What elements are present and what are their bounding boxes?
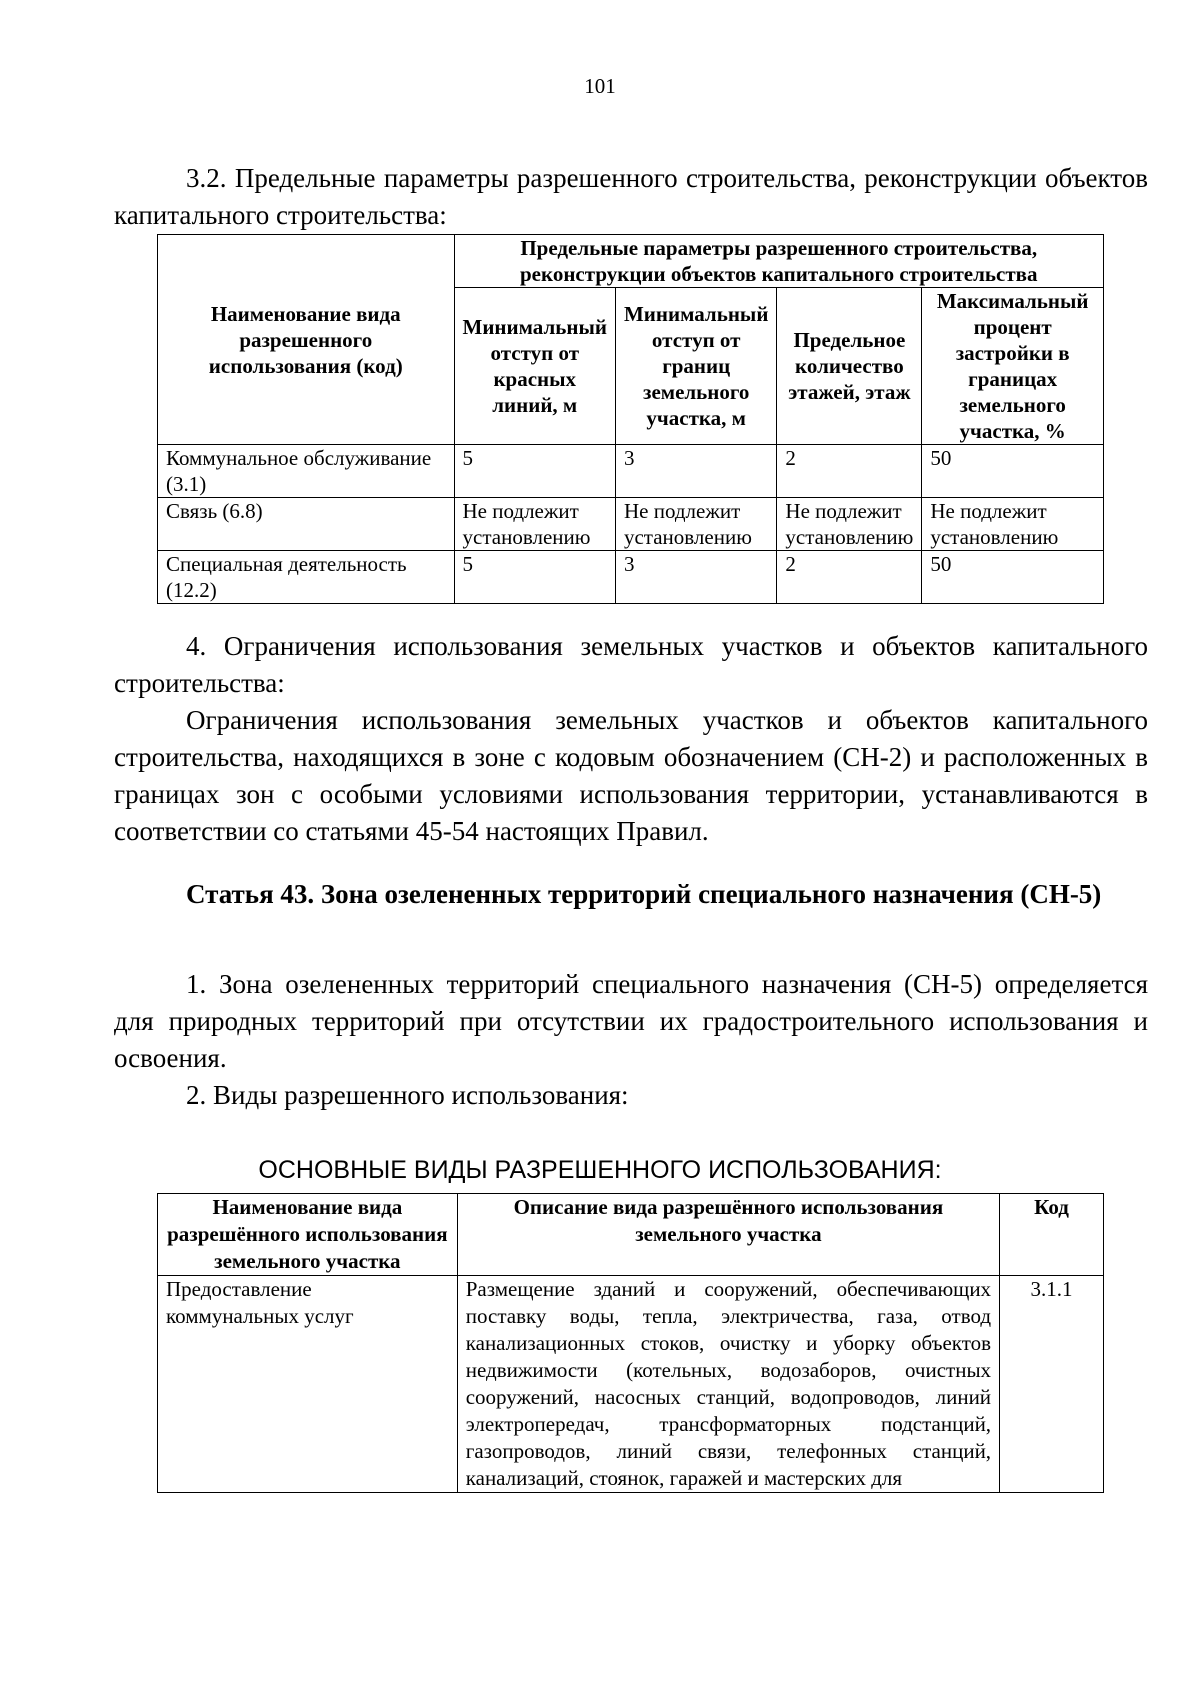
cell-value: 2: [777, 551, 922, 604]
cell-description: Размещение зданий и сооружений, обеспечивающих поставку воды, тепла, электричества, газа, отвод канализационных стоков, очистку и уборку объектов недвижимости (котельных, водозаборов, очистных сооружений, насосных станций, водопроводов, линий электропередач, трансформаторных подстанций, газопроводов, линий связи, телефонных станций, канализаций, стоянок, гаражей и мастерских для: [457, 1276, 999, 1493]
cell-value: 5: [454, 445, 615, 498]
cell-use-name: Предоставление коммунальных услуг: [158, 1276, 458, 1493]
cell-use-name: Коммунальное обслуживание (3.1): [158, 445, 455, 498]
column-header-description: Описание вида разрешённого использования земельного участка: [457, 1194, 999, 1276]
column-header-code: Код: [1000, 1194, 1104, 1276]
section-4-heading: 4. Ограничения использования земельных участков и объектов капитального строительства:: [114, 631, 1148, 698]
cell-value: 3: [615, 551, 776, 604]
article-43-title: Статья 43. Зона озелененных территорий специального назначения (СН-5): [186, 879, 1102, 909]
main-uses-title: ОСНОВНЫЕ ВИДЫ РАЗРЕШЕННОГО ИСПОЛЬЗОВАНИЯ:: [258, 1156, 942, 1184]
cell-value: 50: [922, 551, 1104, 604]
column-header-red-line-setback: Минимальный отступ от красных линий, м: [454, 288, 615, 445]
table-header-row: [158, 235, 1104, 288]
table-row: [158, 445, 1104, 498]
building-parameters-table: [157, 234, 1104, 604]
column-header-group: Предельные параметры разрешенного строительства, реконструкции объектов капитального строительства: [454, 235, 1103, 288]
cell-value: 2: [777, 445, 922, 498]
column-header-boundary-setback: Минимальный отступ от границ земельного участка, м: [615, 288, 776, 445]
permitted-uses-table: [157, 1193, 1104, 1493]
column-header-max-floors: Предельное количество этажей, этаж: [777, 288, 922, 445]
cell-value: Не подлежит установлению: [615, 498, 776, 551]
cell-use-name: Связь (6.8): [158, 498, 455, 551]
cell-value: 5: [454, 551, 615, 604]
column-header-use-name: Наименование вида разрешённого использования земельного участка: [158, 1194, 458, 1276]
section-3-2-heading: 3.2. Предельные параметры разрешенного строительства, реконструкции объектов капитального строительства:: [114, 163, 1148, 230]
table-header-row: [158, 1194, 1104, 1276]
cell-value: 3: [615, 445, 776, 498]
table-row: [158, 551, 1104, 604]
column-header-max-coverage: Максимальный процент застройки в границах земельного участка, %: [922, 288, 1104, 445]
table-row: [158, 1276, 1104, 1493]
cell-code: 3.1.1: [1000, 1276, 1104, 1493]
page-number: 101: [584, 74, 616, 98]
column-header-use-type: Наименование вида разрешенного использования (код): [158, 235, 455, 445]
article-43-paragraph-1: 1. Зона озелененных территорий специального назначения (СН-5) определяется для природных территорий при отсутствии их градостроительного использования и освоения.: [114, 969, 1148, 1073]
section-4-text: Ограничения использования земельных участков и объектов капитального строительства, находящихся в зоне с кодовым обозначением (СН-2) и расположенных в границах зон с особыми условиями использования территории, устанавливаются в соответствии со статьями 45-54 настоящих Правил.: [114, 705, 1148, 846]
table-row: [158, 498, 1104, 551]
cell-value: 50: [922, 445, 1104, 498]
cell-value: Не подлежит установлению: [922, 498, 1104, 551]
cell-value: Не подлежит установлению: [777, 498, 922, 551]
cell-use-name: Специальная деятельность (12.2): [158, 551, 455, 604]
cell-value: Не подлежит установлению: [454, 498, 615, 551]
article-43-paragraph-2: 2. Виды разрешенного использования:: [186, 1080, 629, 1110]
